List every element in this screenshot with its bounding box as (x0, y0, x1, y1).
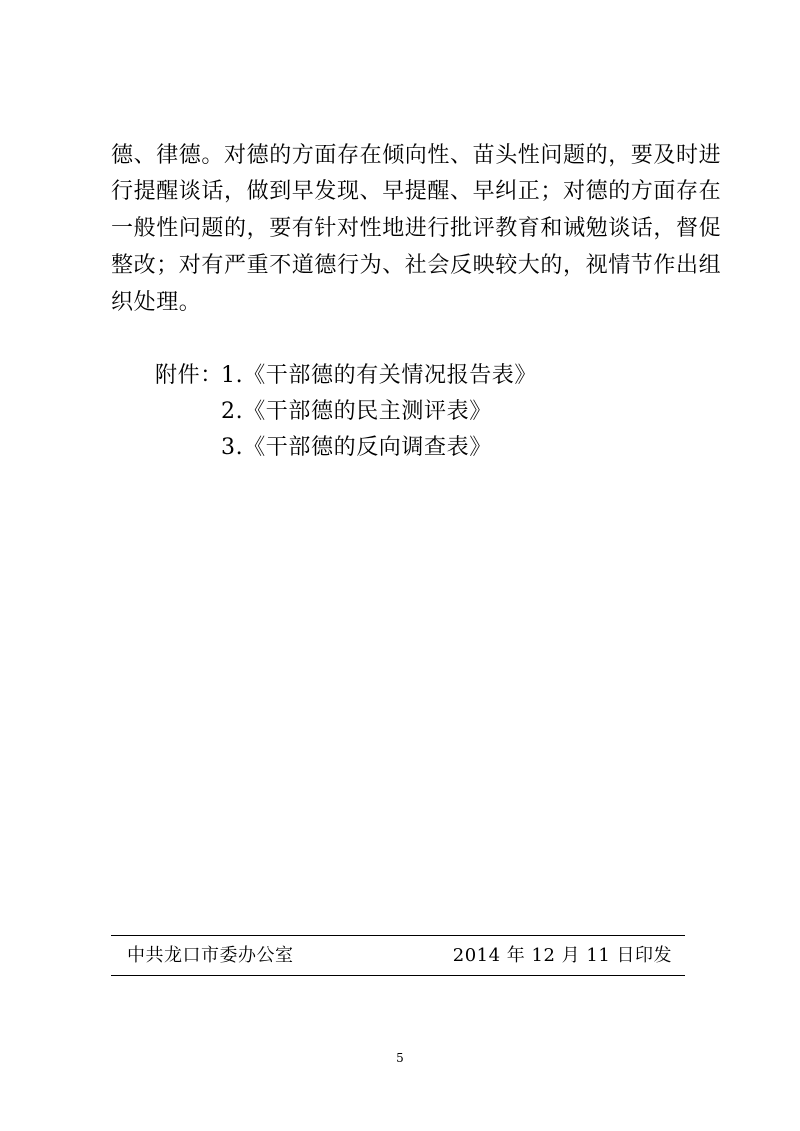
attachment-item-1: 1.《干部德的有关情况报告表》 (221, 363, 537, 388)
body-line-1: 德、律德。对德的方面存在倾向性、苗头性问题的，要及时进 (111, 143, 722, 168)
body-line-2: 行提醒谈话，做到早发现、早提醒、早纠正；对德的方面存在 (111, 179, 722, 204)
page-number: 5 (396, 1051, 404, 1065)
footer-date: 2014 年 12 月 11 日印发 (452, 945, 672, 966)
footer-top-rule (111, 935, 685, 936)
body-line-4: 整改；对有严重不道德行为、社会反映较大的，视情节作出组 (111, 253, 722, 278)
body-line-5: 织处理。 (111, 290, 202, 315)
attachment-item-2: 2.《干部德的民主测评表》 (221, 399, 492, 424)
footer-issuer: 中共龙口市委办公室 (127, 945, 294, 966)
footer-bottom-rule (111, 975, 685, 976)
body-line-3: 一般性问题的，要有针对性地进行批评教育和诫勉谈话，督促 (111, 216, 722, 241)
attachment-item-3: 3.《干部德的反向调查表》 (221, 435, 492, 460)
attachments-label: 附件： (155, 363, 223, 388)
